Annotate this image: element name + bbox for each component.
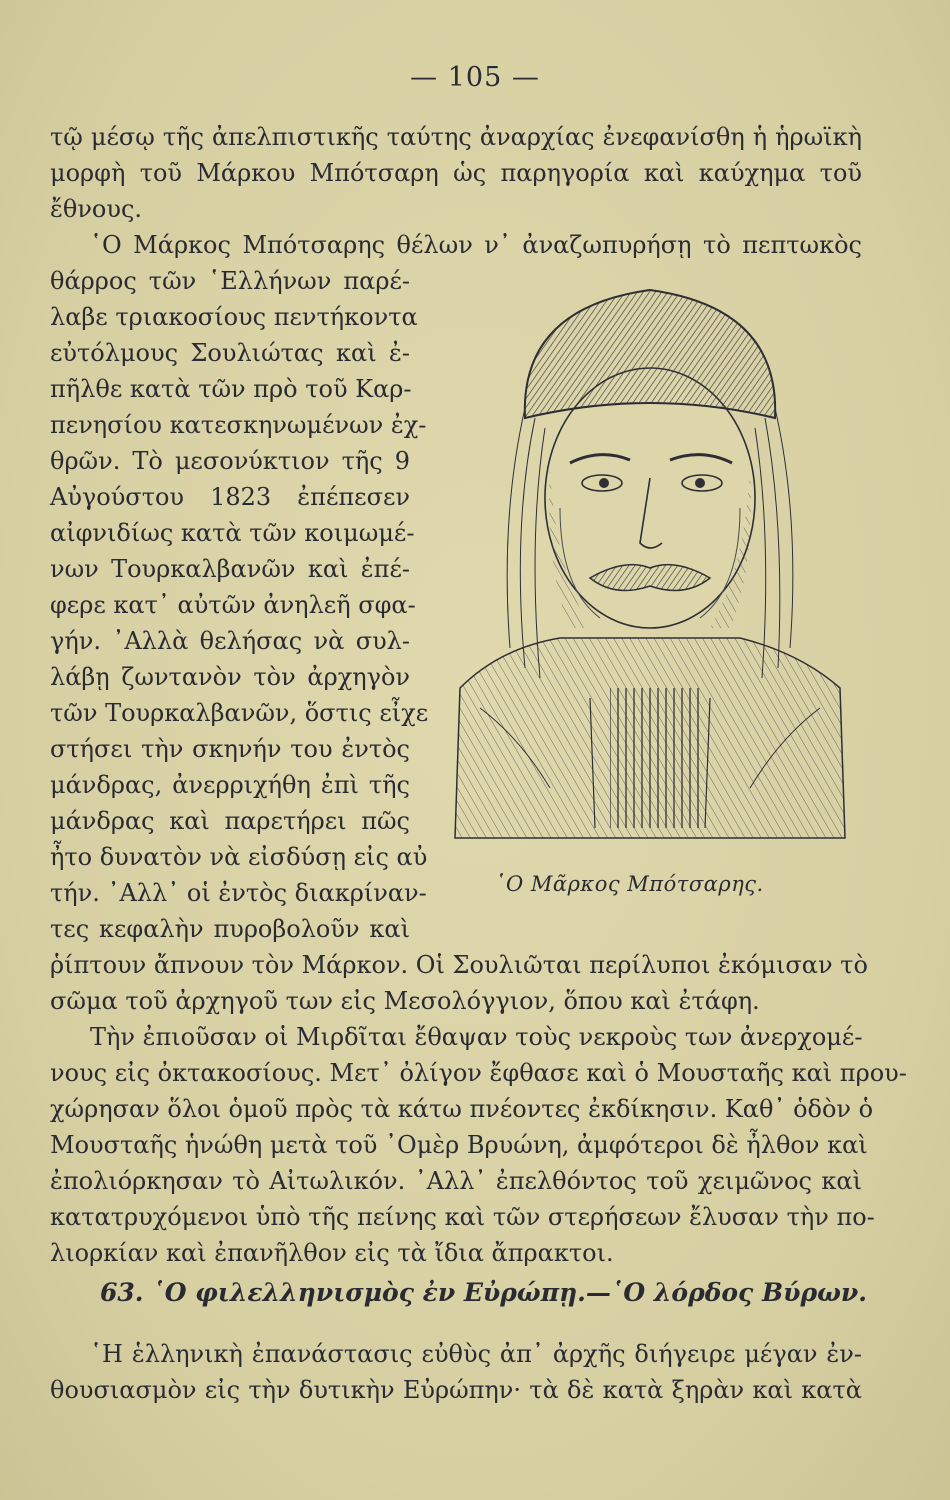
text-line: κατατρυχόμενοι ὑπὸ τῆς πείνης καὶ τῶν στερήσεων ἔλυσαν τὴν πο- [50, 1203, 875, 1231]
section-heading: 63. ῾Ο φιλελληνισμὸς ἐν Εὐρώπῃ.—῾Ο λόρδος Βύρων. [100, 1278, 867, 1307]
text-line: μορφὴ τοῦ Μάρκου Μπότσαρη ὡς παρηγορία καὶ καύχημα τοῦ [50, 159, 862, 187]
text-line: τήν. ᾽Αλλ᾽ οἱ ἐντὸς διακρίναν- [50, 879, 427, 907]
figure-caption: ῾Ο Μᾶρκος Μπότσαρης. [495, 872, 764, 896]
text-line: ἐπολιόρκησαν τὸ Αἰτωλικόν. ᾽Αλλ᾽ ἐπελθόντος τοῦ χειμῶνος καὶ [50, 1167, 862, 1195]
text-line: Μουσταῆς ἡνώθη μετὰ τοῦ ᾽Ομὲρ Βρυώνη, ἀμφότεροι δὲ ἦλθον καὶ [50, 1131, 868, 1159]
text-line: Τὴν ἐπιοῦσαν οἱ Μιρδῖται ἔθαψαν τοὺς νεκροὺς των ἀνερχομέ- [90, 1023, 863, 1051]
text-line: πῆλθε κατὰ τῶν πρὸ τοῦ Καρ- [50, 375, 412, 403]
text-line: ῾Ο Μάρκος Μπότσαρης θέλων ν᾽ ἀναζωπυρήσῃ τὸ πεπτωκὸς [90, 231, 862, 259]
text-line: θάρρος τῶν ῾Ελλήνων παρέ- [50, 267, 410, 295]
text-line: ἔθνους. [50, 195, 143, 223]
text-line: χώρησαν ὅλοι ὁμοῦ πρὸς τὰ κάτω πνέοντες ἐκδίκησιν. Καθ᾽ ὁδὸν ὁ [50, 1095, 874, 1123]
portrait-illustration [440, 268, 860, 848]
text-line: γήν. ᾽Αλλὰ θελήσας νὰ συλ- [50, 627, 410, 655]
text-line: εὐτόλμους Σουλιώτας καὶ ἐ- [50, 339, 410, 367]
text-line: αἰφνιδίως κατὰ τῶν κοιμωμέ- [50, 519, 415, 547]
text-line: τῷ μέσῳ τῆς ἀπελπιστικῆς ταύτης ἀναρχίας ἐνεφανίσθη ἡ ἡρωϊκὴ [50, 123, 862, 151]
text-line: ἦτο δυνατὸν νὰ εἰσδύσῃ εἰς αὐ [50, 843, 428, 871]
text-line: μάνδρας καὶ παρετήρει πῶς [50, 807, 410, 835]
robe [455, 638, 845, 838]
text-line: τῶν Τουρκαλβανῶν, ὅστις εἶχε [50, 699, 429, 727]
text-line: θρῶν. Τὸ μεσονύκτιον τῆς 9 [50, 447, 410, 475]
page-number: — 105 — [410, 62, 540, 93]
text-line: νων Τουρκαλβανῶν καὶ ἐπέ- [50, 555, 410, 583]
text-line: νους εἰς ὀκτακοσίους. Μετ᾽ ὀλίγον ἔφθασε καὶ ὁ Μουσταῆς καὶ πρου- [50, 1059, 907, 1087]
text-line: τες κεφαλὴν πυροβολοῦν καὶ [50, 915, 410, 943]
text-line: μάνδρας, ἀνερριχήθη ἐπὶ τῆς [50, 771, 410, 799]
text-line: φερε κατ᾽ αὐτῶν ἀνηλεῆ σφα- [50, 591, 416, 619]
text-line: σῶμα τοῦ ἀρχηγοῦ των εἰς Μεσολόγγιον, ὅπου καὶ ἐτάφη. [50, 987, 760, 1015]
text-line: ῥίπτουν ἄπνουν τὸν Μάρκον. Οἱ Σουλιῶται περίλυποι ἐκόμισαν τὸ [50, 951, 868, 979]
text-line: Αὐγούστου 1823 ἐπέπεσεν [50, 483, 410, 511]
text-line: λιορκίαν καὶ ἐπανῆλθον εἰς τὰ ἴδια ἄπρακτοι. [50, 1239, 614, 1267]
text-line: ῾Η ἑλληνικὴ ἐπανάστασις εὐθὺς ἀπ᾽ ἀρχῆς διήγειρε μέγαν ἐν- [90, 1340, 862, 1368]
text-line: λαβε τριακοσίους πεντήκοντα [50, 303, 418, 331]
text-line: στήσει τὴν σκηνήν του ἐντὸς [50, 735, 410, 763]
fez-cap [525, 290, 775, 418]
text-line: λάβῃ ζωντανὸν τὸν ἀρχηγὸν [50, 663, 410, 691]
text-line: πενησίου κατεσκηνωμένων ἐχ- [50, 411, 427, 439]
text-line: θουσιασμὸν εἰς τὴν δυτικὴν Εὐρώπην· τὰ δὲ κατὰ ξηρὰν καὶ κατὰ [50, 1376, 862, 1404]
